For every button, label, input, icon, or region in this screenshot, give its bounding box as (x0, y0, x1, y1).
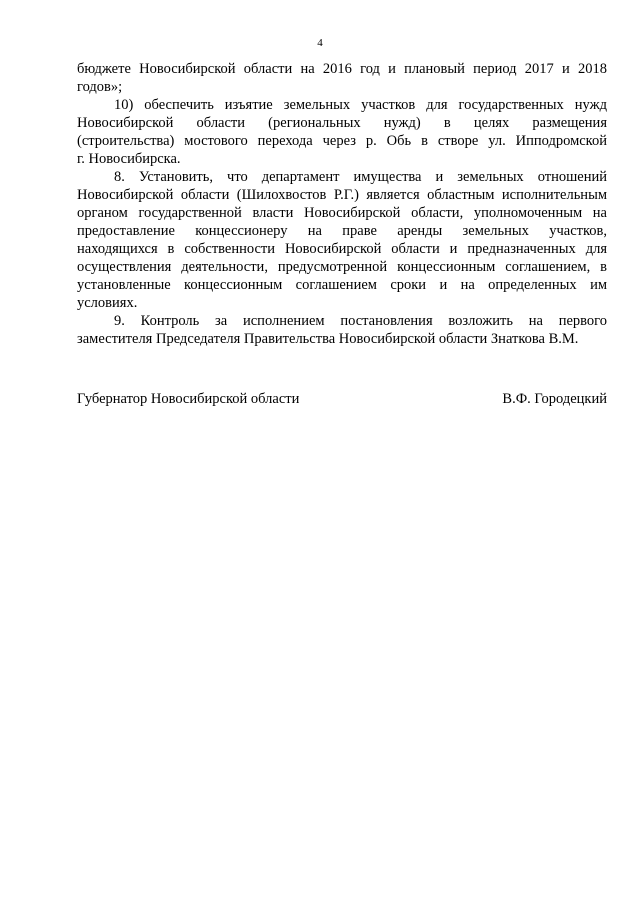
paragraph-item-9 (77, 312, 607, 348)
signature-block (77, 390, 607, 408)
text-line: (строительства) мостового перехода через р. Обь в створе ул. Ипподромской (77, 133, 607, 149)
text-line: 10) обеспечить изъятие земельных участков для государственных нужд (114, 97, 607, 113)
page-number: 4 (317, 37, 323, 49)
text-line: г. Новосибирска. (77, 151, 181, 167)
text-line: заместителя Председателя Правительства Новосибирской области Знаткова В.М. (77, 331, 579, 347)
signatory-name: В.Ф. Городецкий (502, 391, 607, 407)
text-line: установленные концессионным соглашением сроки и на определенных им (77, 277, 607, 293)
text-line: годов»; (77, 79, 123, 95)
paragraph-budget-continuation (77, 60, 607, 96)
paragraph-item-8 (77, 168, 607, 312)
text-line: предоставление концессионеру на праве аренды земельных участков, (77, 223, 607, 239)
text-line: 9. Контроль за исполнением постановления возложить на первого (114, 313, 607, 329)
document-body (77, 60, 607, 348)
text-line: Новосибирской области (региональных нужд) в целях размещения (77, 115, 607, 131)
signatory-position: Губернатор Новосибирской области (77, 391, 300, 407)
text-line: осуществления деятельности, предусмотренной концессионным соглашением, в (77, 259, 607, 275)
paragraph-item-10 (77, 96, 607, 168)
text-line: условиях. (77, 295, 138, 311)
text-line: Новосибирской области (Шилохвостов Р.Г.) является областным исполнительным (77, 187, 607, 203)
text-line: бюджете Новосибирской области на 2016 год и плановый период 2017 и 2018 (77, 61, 607, 77)
text-line: органом государственной власти Новосибирской области, уполномоченным на (77, 205, 607, 221)
text-line: находящихся в собственности Новосибирской области и предназначенных для (77, 241, 607, 257)
text-line: 8. Установить, что департамент имущества и земельных отношений (114, 169, 607, 185)
